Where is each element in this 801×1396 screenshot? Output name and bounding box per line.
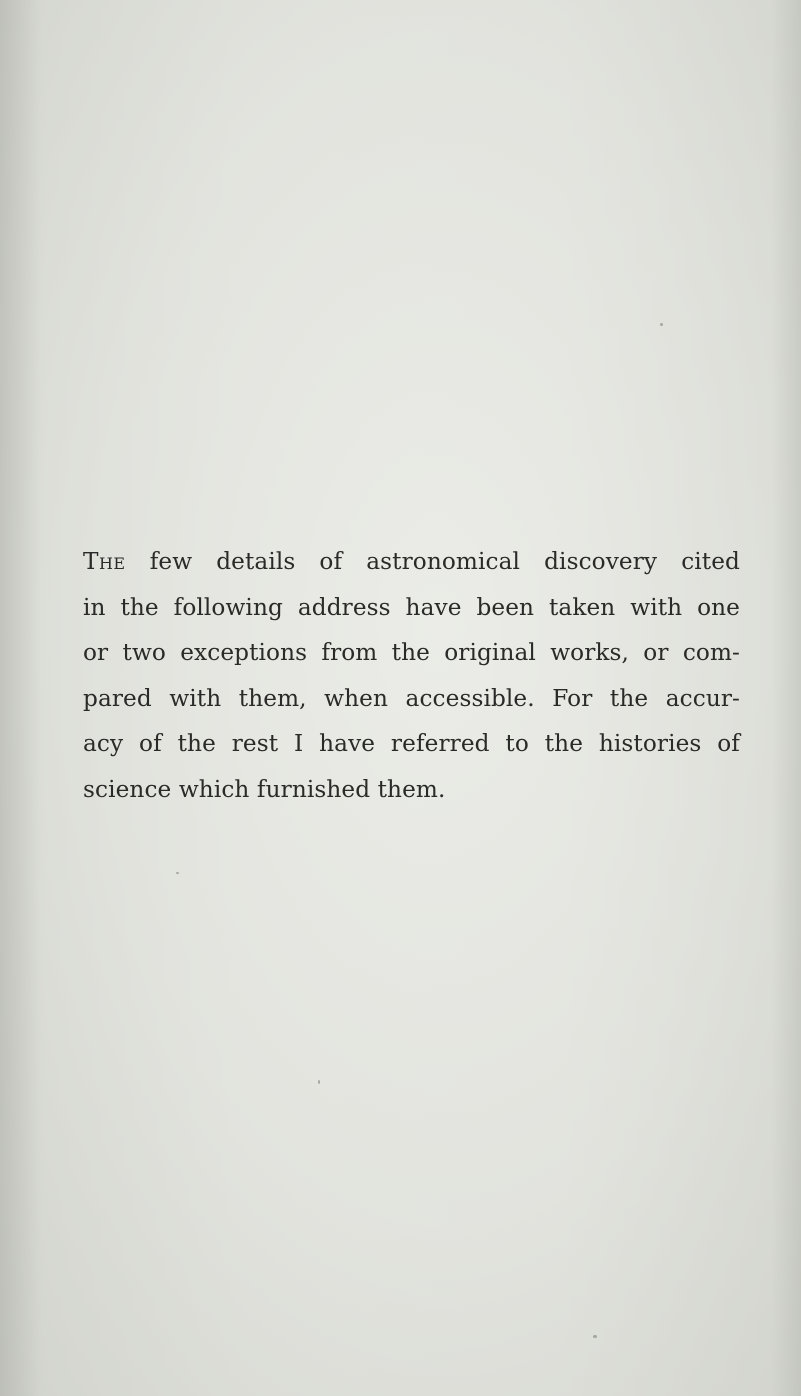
paper-speck [176, 872, 179, 874]
text-line-2: in the following address have been taken with one [83, 593, 740, 621]
paper-speck [593, 1335, 597, 1338]
text-line-4: pared with them, when accessible. For the accur- [83, 684, 740, 712]
text-line-1-rest: few details of astronomical discovery cited [149, 548, 740, 575]
paper-speck [318, 1080, 320, 1084]
text-line-5: acy of the rest I have referred to the histories of [83, 730, 740, 758]
text-line-1 [83, 539, 740, 585]
paper-speck [660, 323, 663, 326]
lead-word: The [83, 548, 126, 575]
text-line-6: science which furnished them. [83, 775, 446, 803]
preface-paragraph [83, 539, 740, 813]
text-line-3: or two exceptions from the original works, or com- [83, 639, 740, 667]
